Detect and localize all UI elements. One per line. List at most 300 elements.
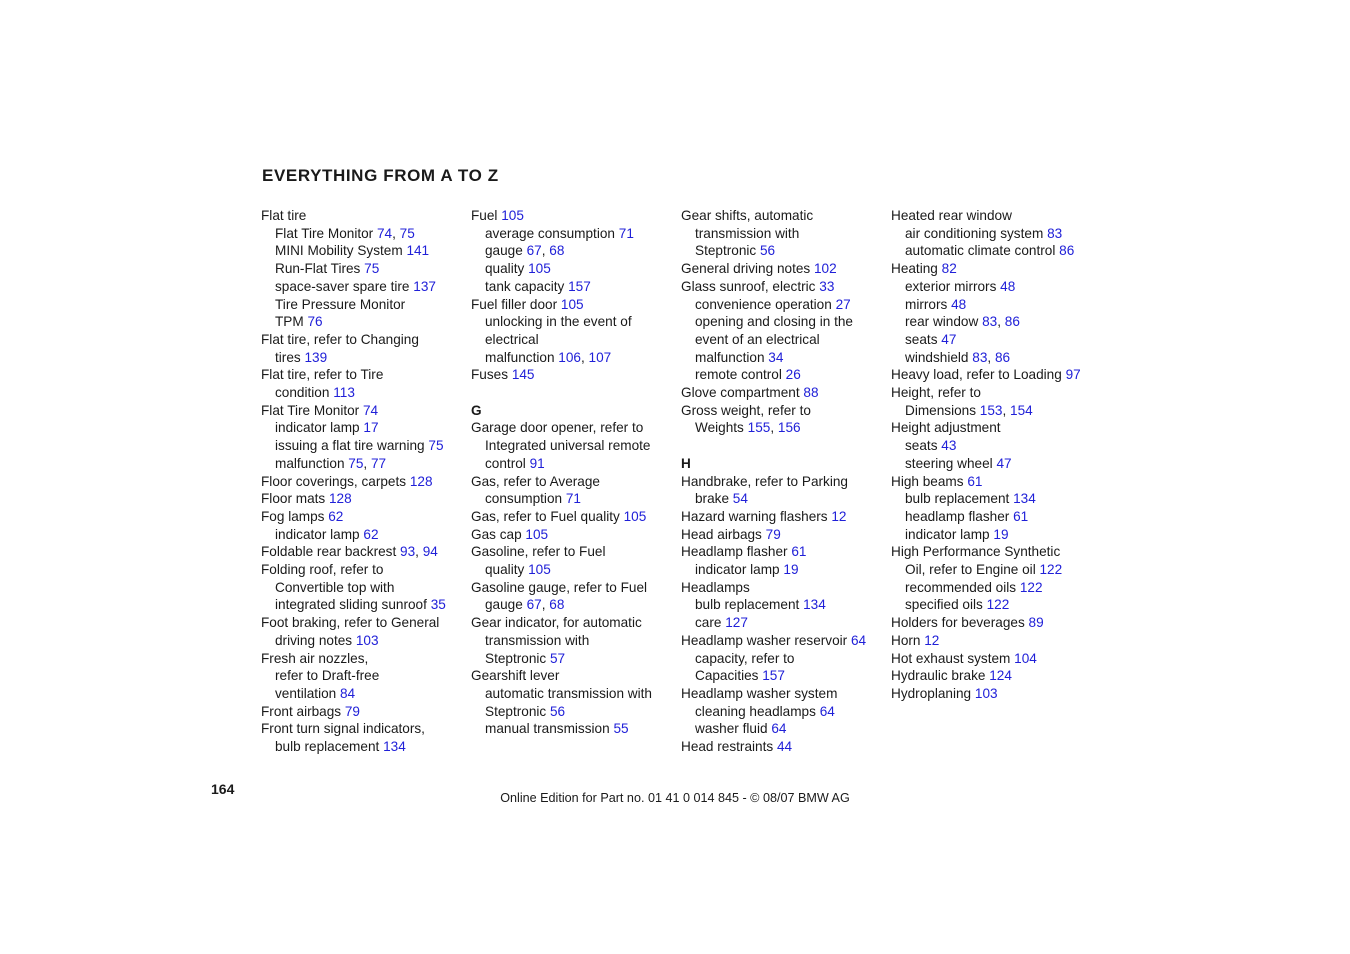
page-link[interactable]: 75 — [364, 261, 380, 277]
index-subentry — [891, 331, 1091, 349]
index-term: opening and closing in the — [695, 314, 853, 330]
page-link[interactable]: 33 — [819, 278, 835, 294]
index-subentry — [261, 667, 461, 685]
index-term: Hazard warning flashers — [681, 508, 828, 524]
index-term: Headlamps — [681, 579, 750, 595]
page-link[interactable]: 105 — [525, 526, 549, 542]
page-link[interactable]: 27 — [835, 296, 851, 312]
page-link[interactable]: 105 — [560, 296, 584, 312]
index-subentry — [471, 650, 671, 668]
page-link[interactable]: 86 — [1004, 314, 1020, 330]
index-term: Fuses — [471, 367, 509, 383]
index-entry — [471, 543, 671, 561]
index-entry — [471, 526, 671, 544]
index-term: Run-Flat Tires — [275, 261, 361, 277]
index-term: Gas, refer to Fuel quality — [471, 508, 620, 524]
index-term: General driving notes — [681, 261, 811, 277]
page-link[interactable]: 19 — [783, 562, 799, 578]
index-subentry — [681, 366, 881, 384]
page-heading: EVERYTHING FROM A TO Z — [262, 166, 499, 185]
index-entry — [681, 278, 881, 296]
index-term: indicator lamp — [695, 562, 780, 578]
page-link[interactable]: 105 — [528, 562, 551, 578]
index-term: automatic transmission with — [485, 685, 652, 701]
page-link[interactable]: 61 — [967, 473, 983, 489]
index-subentry — [261, 738, 461, 756]
index-subentry — [261, 242, 461, 260]
index-term: gauge — [485, 597, 523, 613]
index-term: Flat Tire Monitor — [261, 402, 360, 418]
index-entry — [681, 402, 881, 420]
index-subentry — [681, 614, 881, 632]
index-subentry — [261, 526, 461, 544]
index-subentry — [681, 225, 881, 243]
index-subentry — [261, 313, 461, 331]
page-link[interactable]: 106 — [558, 349, 581, 365]
page-link[interactable]: 122 — [1019, 579, 1043, 595]
index-term: malfunction — [485, 349, 555, 365]
index-subentry — [891, 508, 1091, 526]
page-link[interactable]: 64 — [771, 721, 787, 737]
index-term: steering wheel — [905, 455, 993, 471]
index-term: washer fluid — [695, 721, 768, 737]
index-subentry — [891, 242, 1091, 260]
index-entry — [681, 260, 881, 278]
index-term: Convertible top with — [275, 579, 395, 595]
index-term: windshield — [905, 349, 969, 365]
index-term: integrated sliding sunroof — [275, 597, 427, 613]
page-link[interactable]: 68 — [549, 243, 565, 259]
index-subentry — [471, 278, 671, 296]
index-subentry: rear window 83, 86 — [905, 314, 1020, 330]
index-subentry — [891, 455, 1091, 473]
page-link[interactable]: 61 — [1013, 508, 1029, 524]
page-link[interactable]: 83 — [972, 349, 988, 365]
index-term: Floor mats — [261, 491, 326, 507]
index-subentry — [681, 490, 881, 508]
page-link[interactable]: 67 — [526, 243, 542, 259]
index-subentry — [471, 313, 671, 331]
index-term: Horn — [891, 632, 921, 648]
index-entry — [891, 543, 1091, 561]
index-term: automatic climate control — [905, 243, 1056, 259]
index-entry — [471, 667, 671, 685]
index-subentry: gauge 67, 68 — [485, 597, 565, 613]
index-term: Gearshift lever — [471, 668, 560, 684]
index-entry — [471, 296, 671, 314]
index-entry — [261, 207, 461, 225]
index-entry — [261, 720, 461, 738]
page-link[interactable]: 93 — [400, 544, 416, 560]
page-link[interactable]: 62 — [328, 508, 344, 524]
page-link[interactable]: 67 — [526, 597, 542, 613]
page-link[interactable]: 134 — [383, 739, 406, 755]
page-link[interactable]: 124 — [989, 668, 1012, 684]
index-term: H — [681, 455, 691, 471]
page-link[interactable]: 128 — [409, 473, 433, 489]
index-subentry — [681, 596, 881, 614]
index-term: Capacities — [695, 668, 759, 684]
page-link[interactable]: 61 — [791, 544, 807, 560]
page-link[interactable]: 84 — [340, 685, 356, 701]
index-term: Flat tire, refer to Changing — [261, 331, 419, 347]
index-subentry — [471, 490, 671, 508]
page-link[interactable]: 75 — [428, 438, 444, 454]
page-link[interactable]: 19 — [993, 526, 1009, 542]
index-term: seats — [905, 438, 938, 454]
index-term: Heating — [891, 261, 938, 277]
index-subentry: gauge 67, 68 — [485, 243, 565, 259]
index-entry — [261, 402, 461, 420]
page-link[interactable]: 86 — [994, 349, 1011, 365]
index-column-2 — [471, 207, 671, 738]
index-term: Gasoline gauge, refer to Fuel — [471, 579, 648, 595]
index-spacer — [681, 437, 881, 455]
index-term: Flat tire, refer to Tire — [261, 367, 384, 383]
index-subentry — [261, 278, 461, 296]
index-subentry — [681, 331, 881, 349]
page-link[interactable]: 134 — [1013, 491, 1036, 507]
page-link[interactable]: 82 — [941, 261, 957, 277]
index-term: High beams — [891, 473, 964, 489]
index-term: Foldable rear backrest — [261, 544, 397, 560]
index-subentry — [891, 278, 1091, 296]
index-entry — [891, 473, 1091, 491]
page-link[interactable]: 62 — [363, 526, 379, 542]
page-link[interactable]: 139 — [304, 349, 328, 365]
page-link[interactable]: 89 — [1028, 615, 1044, 631]
page-link[interactable]: 77 — [370, 455, 387, 471]
index-subentry — [471, 437, 671, 455]
page-link[interactable]: 94 — [422, 544, 438, 560]
page-link[interactable]: 86 — [1059, 243, 1075, 259]
page-number: 164 — [211, 781, 235, 797]
page-link[interactable]: 56 — [550, 703, 566, 719]
index-subentry: malfunction 106, 107 — [485, 349, 612, 365]
index-subentry — [891, 490, 1091, 508]
index-entry — [681, 473, 881, 491]
index-term: Gas cap — [471, 526, 522, 542]
page-link[interactable]: 102 — [814, 261, 837, 277]
page-link[interactable]: 47 — [996, 455, 1012, 471]
index-term: event of an electrical — [695, 331, 820, 347]
index-term: Garage door opener, refer to — [471, 420, 644, 436]
footer-edition-note: Online Edition for Part no. 01 41 0 014 845 - © 08/07 BMW AG — [500, 791, 850, 805]
index-subentry — [891, 596, 1091, 614]
index-subentry — [471, 331, 671, 349]
index-entry — [891, 614, 1091, 632]
index-term: Fuel filler door — [471, 296, 558, 312]
page-link[interactable]: 56 — [760, 243, 776, 259]
index-subentry — [261, 260, 461, 278]
index-term: Weights — [695, 420, 744, 436]
index-term: consumption — [485, 491, 563, 507]
index-subentry: malfunction 75, 77 — [275, 455, 387, 471]
index-entry — [681, 738, 881, 756]
index-subentry — [261, 596, 461, 614]
index-term: space-saver spare tire — [275, 278, 410, 294]
index-entry — [891, 260, 1091, 278]
index-letter-heading — [681, 455, 881, 473]
index-term: Foot braking, refer to General — [261, 615, 440, 631]
index-term: exterior mirrors — [905, 278, 997, 294]
index-term: tires — [275, 349, 301, 365]
index-entry — [471, 508, 671, 526]
index-term: manual transmission — [485, 721, 610, 737]
page-link[interactable]: 103 — [974, 685, 998, 701]
index-term: tank capacity — [485, 278, 565, 294]
page-link[interactable]: 64 — [819, 703, 835, 719]
page-link[interactable]: 74 — [362, 402, 379, 418]
index-letter-heading — [471, 402, 671, 420]
index-spacer — [471, 384, 671, 402]
index-term: Integrated universal remote — [485, 438, 651, 454]
page-link[interactable]: 64 — [851, 632, 867, 648]
page-link[interactable]: 88 — [803, 385, 819, 401]
index-subentry — [261, 296, 461, 314]
index-entry — [261, 508, 461, 526]
index-subentry — [681, 349, 881, 367]
page-link[interactable]: 122 — [1039, 562, 1063, 578]
page-link[interactable]: 57 — [550, 650, 566, 666]
index-term: Fresh air nozzles, — [261, 650, 369, 666]
index-term: Handbrake, refer to Parking — [681, 473, 848, 489]
index-subentry — [261, 419, 461, 437]
index-term: indicator lamp — [275, 526, 360, 542]
index-subentry — [471, 561, 671, 579]
index-term: Flat tire — [261, 208, 307, 223]
page-link[interactable]: 105 — [623, 508, 647, 524]
index-subentry — [681, 296, 881, 314]
index-subentry — [471, 225, 671, 243]
index-subentry — [891, 225, 1091, 243]
page-link[interactable]: 48 — [1000, 278, 1016, 294]
index-term: TPM — [275, 314, 304, 330]
index-term: quality — [485, 261, 525, 277]
index-subentry — [891, 437, 1091, 455]
index-term: Head restraints — [681, 739, 774, 755]
page-link[interactable]: 105 — [528, 261, 551, 277]
index-entry — [681, 384, 881, 402]
index-term: Hydroplaning — [891, 685, 972, 701]
page-link[interactable]: 79 — [765, 526, 781, 542]
index-term: Hot exhaust system — [891, 650, 1011, 666]
index-term: Gross weight, refer to — [681, 402, 811, 418]
page-link[interactable]: 83 — [982, 314, 998, 330]
page-link[interactable]: 12 — [924, 632, 940, 648]
index-term: indicator lamp — [905, 526, 990, 542]
index-subentry — [261, 349, 461, 367]
index-subentry: Weights 155, 156 — [695, 420, 801, 436]
index-term: rear window — [905, 314, 979, 330]
page-link[interactable]: 71 — [565, 491, 581, 507]
page-link[interactable]: 157 — [762, 668, 785, 684]
index-subentry — [471, 703, 671, 721]
page-link[interactable]: 137 — [413, 278, 436, 294]
index-term: Steptronic — [485, 703, 547, 719]
index-subentry — [261, 685, 461, 703]
page-link[interactable]: 104 — [1014, 650, 1037, 666]
index-term: care — [695, 615, 722, 631]
index-subentry — [471, 720, 671, 738]
index-term: bulb replacement — [905, 491, 1010, 507]
page-link[interactable]: 35 — [430, 597, 446, 613]
index-term: Gas, refer to Average — [471, 473, 600, 489]
index-term: indicator lamp — [275, 420, 360, 436]
index-subentry: Flat Tire Monitor 74, 75 — [275, 225, 415, 241]
index-term: Gasoline, refer to Fuel — [471, 544, 606, 560]
index-term: Flat Tire Monitor — [275, 225, 374, 241]
index-term: transmission with — [485, 632, 590, 648]
index-term: issuing a flat tire warning — [275, 438, 425, 454]
page-link[interactable]: 47 — [941, 331, 957, 347]
page-link[interactable]: 107 — [588, 349, 612, 365]
index-entry — [681, 685, 881, 703]
index-term: specified oils — [905, 597, 983, 613]
index-term: Heavy load, refer to Loading — [891, 367, 1062, 383]
index-entry — [261, 331, 461, 349]
page-link[interactable]: 17 — [363, 420, 379, 436]
index-term: Front airbags — [261, 703, 342, 719]
index-subentry — [681, 650, 881, 668]
index-subentry: windshield 83, 86 — [905, 349, 1011, 365]
index-subentry — [471, 632, 671, 650]
page-link[interactable]: 55 — [613, 721, 629, 737]
page-link[interactable]: 76 — [307, 314, 323, 330]
page-link[interactable]: 113 — [333, 385, 355, 401]
index-subentry — [261, 384, 461, 402]
index-subentry — [891, 579, 1091, 597]
index-term: Floor coverings, carpets — [261, 473, 407, 489]
index-term: Hydraulic brake — [891, 668, 986, 684]
page-link[interactable]: 145 — [511, 367, 535, 383]
index-term: bulb replacement — [695, 597, 800, 613]
page-link[interactable]: 68 — [549, 597, 565, 613]
index-entry — [261, 561, 461, 579]
index-subentry — [891, 526, 1091, 544]
index-term: Height, refer to — [891, 385, 981, 401]
index-entry — [681, 207, 881, 225]
page-link[interactable]: 12 — [831, 508, 847, 524]
index-term: transmission with — [695, 225, 800, 241]
page-link[interactable]: 75 — [399, 225, 415, 241]
page-link[interactable]: 44 — [776, 739, 793, 755]
page-link[interactable]: 134 — [803, 597, 826, 613]
index-term: Front turn signal indicators, — [261, 721, 425, 737]
page-link[interactable]: 105 — [501, 208, 524, 223]
page-link[interactable]: 91 — [529, 455, 545, 471]
index-term: air conditioning system — [905, 225, 1044, 241]
page-link[interactable]: 34 — [768, 349, 784, 365]
index-subentry — [471, 260, 671, 278]
index-entry — [471, 579, 671, 597]
page-link[interactable]: 54 — [732, 491, 748, 507]
page-link[interactable]: 127 — [725, 615, 748, 631]
page-link[interactable]: 128 — [329, 491, 352, 507]
index-term: quality — [485, 562, 525, 578]
index-term: control — [485, 455, 526, 471]
index-entry — [261, 490, 461, 508]
page-link[interactable]: 71 — [618, 225, 634, 241]
index-subentry — [681, 703, 881, 721]
page-link[interactable]: 26 — [785, 367, 801, 383]
index-subentry — [681, 667, 881, 685]
index-entry — [681, 579, 881, 597]
page-link[interactable]: 156 — [777, 420, 801, 436]
index-subentry — [891, 561, 1091, 579]
page-link[interactable]: 75 — [348, 455, 364, 471]
index-subentry — [261, 437, 461, 455]
index-entry — [681, 508, 881, 526]
index-entry — [471, 473, 671, 491]
index-entry — [891, 207, 1091, 225]
index-term: remote control — [695, 367, 782, 383]
index-column-4 — [891, 207, 1091, 703]
page-link[interactable]: 153 — [979, 402, 1003, 418]
index-term: Headlamp washer system — [681, 685, 838, 701]
index-term: Gear shifts, automatic — [681, 208, 814, 223]
page-link[interactable]: 155 — [747, 420, 771, 436]
page-link[interactable]: 79 — [344, 703, 360, 719]
index-term: gauge — [485, 243, 523, 259]
page-link[interactable]: 48 — [951, 296, 967, 312]
index-term: Glass sunroof, electric — [681, 278, 816, 294]
page-link[interactable]: 154 — [1010, 402, 1033, 418]
index-term: Heated rear window — [891, 208, 1012, 223]
index-entry — [891, 366, 1091, 384]
page-link[interactable]: 157 — [568, 278, 591, 294]
index-term: convenience operation — [695, 296, 832, 312]
page-link[interactable]: 141 — [406, 243, 430, 259]
index-subentry — [261, 579, 461, 597]
index-entry — [891, 650, 1091, 668]
index-term: condition — [275, 385, 330, 401]
index-entry — [681, 543, 881, 561]
index-term: Headlamp washer reservoir — [681, 632, 848, 648]
index-term: brake — [695, 491, 730, 507]
index-term: malfunction — [695, 349, 765, 365]
index-entry — [261, 473, 461, 491]
index-subentry — [471, 685, 671, 703]
index-term: Steptronic — [485, 650, 547, 666]
index-entry — [471, 614, 671, 632]
index-term: capacity, refer to — [695, 650, 795, 666]
index-term: seats — [905, 331, 938, 347]
index-entry — [891, 384, 1091, 402]
index-entry — [891, 419, 1091, 437]
index-entry — [261, 703, 461, 721]
index-subentry — [471, 455, 671, 473]
index-subentry — [681, 242, 881, 260]
index-term: cleaning headlamps — [695, 703, 816, 719]
index-column-1 — [261, 207, 461, 756]
index-term: Tire Pressure Monitor — [275, 296, 406, 312]
index-entry — [261, 650, 461, 668]
index-term: ventilation — [275, 685, 337, 701]
page-link[interactable]: 74 — [376, 225, 393, 241]
page-link[interactable]: 83 — [1047, 225, 1063, 241]
index-term: mirrors — [905, 296, 948, 312]
index-term: G — [471, 402, 482, 418]
page-link[interactable]: 43 — [941, 438, 957, 454]
index-entry — [891, 632, 1091, 650]
index-column-3 — [681, 207, 881, 756]
index-term: unlocking in the event of — [485, 314, 632, 330]
index-subentry: Dimensions 153, 154 — [905, 402, 1033, 418]
page-link[interactable]: 122 — [986, 597, 1010, 613]
page-link[interactable]: 103 — [355, 632, 379, 648]
page-link[interactable]: 97 — [1065, 367, 1081, 383]
